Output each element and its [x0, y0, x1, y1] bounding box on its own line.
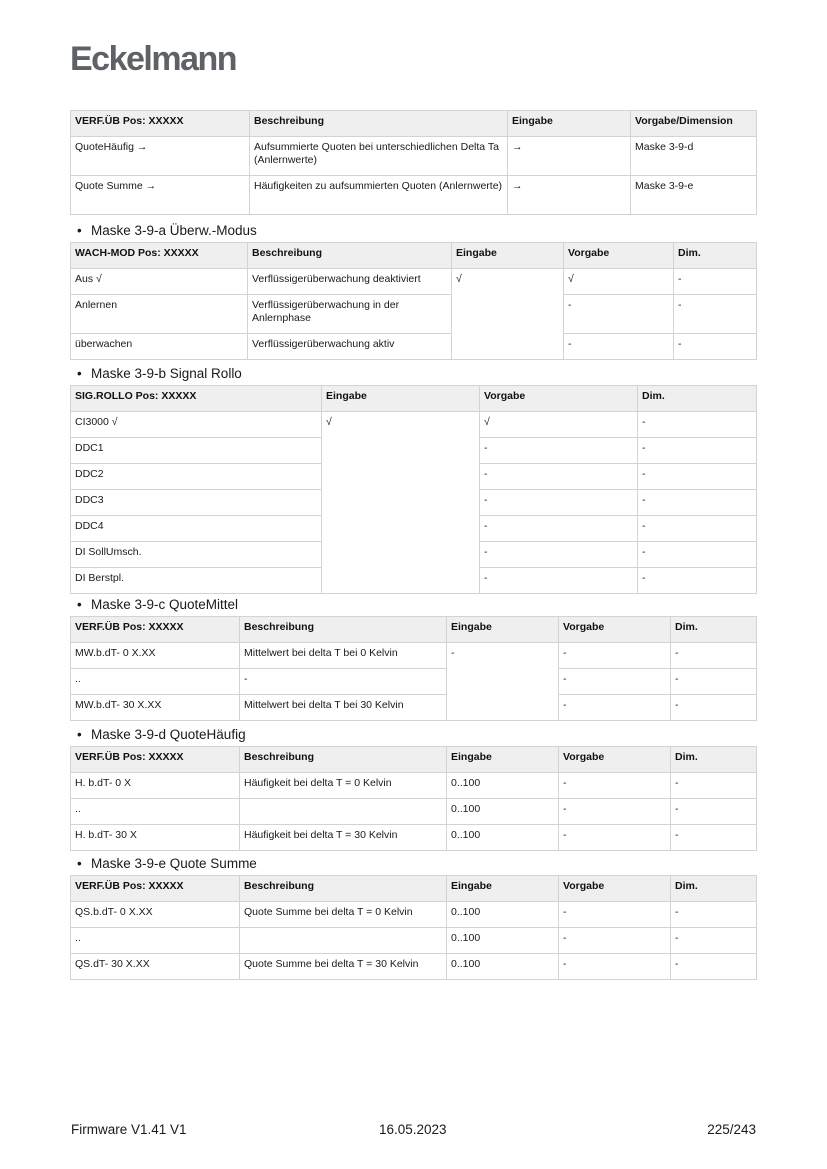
table-header-row [71, 747, 757, 773]
quote-summe-table [70, 875, 757, 980]
table-cell: - [480, 516, 638, 542]
quote-haeufig-table [70, 746, 757, 851]
column-header: Vorgabe [559, 617, 671, 643]
column-header: Beschreibung [240, 617, 447, 643]
table-row[interactable] [71, 334, 757, 360]
table-cell: - [638, 490, 757, 516]
table-cell: Aufsummierte Quoten bei unterschiedlichen Delta Ta (Anlernwerte) [250, 137, 508, 176]
column-header: Vorgabe [559, 747, 671, 773]
table-cell: - [559, 825, 671, 851]
table-header-row [71, 617, 757, 643]
column-header: Vorgabe [559, 876, 671, 902]
table-cell: Quote Summe → [71, 176, 250, 215]
table-cell: - [480, 568, 638, 594]
table-cell: CI3000 √ [71, 412, 322, 438]
table-cell: - [671, 773, 757, 799]
table-cell: Mittelwert bei delta T bei 30 Kelvin [240, 695, 447, 721]
table-cell: QS.dT- 30 X.XX [71, 954, 240, 980]
table-cell: - [638, 464, 757, 490]
table-cell: - [480, 438, 638, 464]
table-row[interactable] [71, 295, 757, 334]
table-cell: - [559, 643, 671, 669]
verf-ueb-table [70, 110, 757, 215]
table-cell: 0..100 [447, 799, 559, 825]
table-cell [240, 928, 447, 954]
table-row[interactable] [71, 176, 757, 215]
table-row[interactable] [71, 695, 757, 721]
table-header-row [71, 111, 757, 137]
table-row[interactable] [71, 269, 757, 295]
column-header: Eingabe [452, 243, 564, 269]
table-header-row [71, 243, 757, 269]
table-cell: - [671, 954, 757, 980]
table-header-row [71, 876, 757, 902]
table-cell: DI SollUmsch. [71, 542, 322, 568]
column-header: Eingabe [447, 617, 559, 643]
table-cell: 0..100 [447, 902, 559, 928]
table-cell: - [559, 799, 671, 825]
table-cell: - [240, 669, 447, 695]
bullet: • [77, 597, 82, 612]
table-cell: H. b.dT- 30 X [71, 825, 240, 851]
section-title-3-9-d [77, 727, 246, 742]
table-cell: 0..100 [447, 825, 559, 851]
table-cell: √ [564, 269, 674, 295]
table-cell: - [559, 695, 671, 721]
table-row[interactable] [71, 669, 757, 695]
table-cell: Maske 3-9-d [631, 137, 757, 176]
bullet: • [77, 223, 82, 238]
section-title-text: Maske 3-9-d QuoteHäufig [91, 727, 246, 742]
table-cell: Quote Summe bei delta T = 30 Kelvin [240, 954, 447, 980]
table-cell: - [671, 825, 757, 851]
table-cell: QS.b.dT- 0 X.XX [71, 902, 240, 928]
column-header: Dim. [671, 747, 757, 773]
column-header: WACH-MOD Pos: XXXXX [71, 243, 248, 269]
column-header: Beschreibung [250, 111, 508, 137]
column-header: Eingabe [508, 111, 631, 137]
table-cell: DDC4 [71, 516, 322, 542]
table-cell: Häufigkeit bei delta T = 0 Kelvin [240, 773, 447, 799]
table-cell: - [638, 438, 757, 464]
table-cell: Häufigkeit bei delta T = 30 Kelvin [240, 825, 447, 851]
column-header: VERF.ÜB Pos: XXXXX [71, 111, 250, 137]
table-cell: DI Berstpl. [71, 568, 322, 594]
table-header-row [71, 386, 757, 412]
table-cell: Aus √ [71, 269, 248, 295]
table-cell: - [638, 568, 757, 594]
table-cell: - [671, 695, 757, 721]
column-header: Dim. [671, 617, 757, 643]
column-header: Eingabe [447, 747, 559, 773]
table-cell: - [564, 334, 674, 360]
quote-mittel-table [70, 616, 757, 721]
table-cell: MW.b.dT- 0 X.XX [71, 643, 240, 669]
table-cell: Verflüssigerüberwachung in der Anlernphase [248, 295, 452, 334]
column-header: SIG.ROLLO Pos: XXXXX [71, 386, 322, 412]
table-cell: - [480, 490, 638, 516]
bullet: • [77, 366, 82, 381]
section-title-3-9-c [77, 597, 238, 612]
table-cell: .. [71, 799, 240, 825]
table-cell: - [559, 954, 671, 980]
column-header: VERF.ÜB Pos: XXXXX [71, 617, 240, 643]
table-cell: .. [71, 928, 240, 954]
table-cell: √ [452, 269, 564, 360]
bullet: • [77, 856, 82, 871]
table-cell: - [671, 643, 757, 669]
table-cell: Verflüssigerüberwachung deaktiviert [248, 269, 452, 295]
table-row[interactable] [71, 825, 757, 851]
table-cell: - [674, 295, 757, 334]
section-title-3-9-e [77, 856, 257, 871]
table-cell: - [671, 902, 757, 928]
table-cell: Mittelwert bei delta T bei 0 Kelvin [240, 643, 447, 669]
table-cell: Anlernen [71, 295, 248, 334]
table-cell: - [671, 669, 757, 695]
sig-rollo-table [70, 385, 757, 594]
table-cell: DDC2 [71, 464, 322, 490]
section-title-text: Maske 3-9-e Quote Summe [91, 856, 257, 871]
table-cell: überwachen [71, 334, 248, 360]
table-row[interactable] [71, 799, 757, 825]
column-header: Beschreibung [248, 243, 452, 269]
column-header: Vorgabe [480, 386, 638, 412]
table-cell: → [508, 176, 631, 215]
table-cell: Verflüssigerüberwachung aktiv [248, 334, 452, 360]
section-title-text: Maske 3-9-c QuoteMittel [91, 597, 239, 612]
table-row[interactable] [71, 928, 757, 954]
column-header: Dim. [638, 386, 757, 412]
table-cell: - [638, 412, 757, 438]
table-cell: MW.b.dT- 30 X.XX [71, 695, 240, 721]
table-cell: - [674, 269, 757, 295]
table-cell: - [559, 928, 671, 954]
column-header: Eingabe [322, 386, 480, 412]
column-header: Eingabe [447, 876, 559, 902]
table-row[interactable] [71, 902, 757, 928]
table-cell: 0..100 [447, 954, 559, 980]
table-cell: - [638, 516, 757, 542]
column-header: Dim. [674, 243, 757, 269]
column-header: Vorgabe/Dimension [631, 111, 757, 137]
section-title-text: Maske 3-9-b Signal Rollo [91, 366, 242, 381]
table-cell: - [559, 669, 671, 695]
table-cell: - [559, 773, 671, 799]
column-header: Beschreibung [240, 876, 447, 902]
table-row[interactable] [71, 954, 757, 980]
column-header: Dim. [671, 876, 757, 902]
table-cell: - [559, 902, 671, 928]
table-cell: H. b.dT- 0 X [71, 773, 240, 799]
table-cell: 0..100 [447, 773, 559, 799]
table-cell: Maske 3-9-e [631, 176, 757, 215]
table-cell: DDC1 [71, 438, 322, 464]
wach-mod-table [70, 242, 757, 360]
section-title-3-9-a [77, 223, 257, 238]
table-cell: - [447, 643, 559, 721]
section-title-text: Maske 3-9-a Überw.-Modus [91, 223, 257, 238]
table-cell: Häufigkeiten zu aufsummierten Quoten (Anlernwerte) [250, 176, 508, 215]
table-cell: - [671, 799, 757, 825]
table-row[interactable] [71, 412, 757, 438]
table-cell: 0..100 [447, 928, 559, 954]
table-cell: → [508, 137, 631, 176]
column-header: Beschreibung [240, 747, 447, 773]
table-cell: - [480, 542, 638, 568]
column-header: VERF.ÜB Pos: XXXXX [71, 747, 240, 773]
table-cell [240, 799, 447, 825]
column-header: Vorgabe [564, 243, 674, 269]
table-row[interactable] [71, 773, 757, 799]
table-cell: - [671, 928, 757, 954]
table-cell: - [564, 295, 674, 334]
table-cell: - [674, 334, 757, 360]
table-row[interactable] [71, 643, 757, 669]
table-cell: .. [71, 669, 240, 695]
footer-date: 16.05.2023 [379, 1122, 447, 1137]
company-logo: Eckelmann [70, 40, 237, 78]
table-cell: - [480, 464, 638, 490]
table-cell: DDC3 [71, 490, 322, 516]
table-row[interactable] [71, 137, 757, 176]
column-header: VERF.ÜB Pos: XXXXX [71, 876, 240, 902]
table-cell: Quote Summe bei delta T = 0 Kelvin [240, 902, 447, 928]
table-cell: - [638, 542, 757, 568]
table-cell: √ [322, 412, 480, 594]
section-title-3-9-b [77, 366, 242, 381]
footer-page-number: 225/243 [707, 1122, 756, 1137]
table-cell: QuoteHäufig → [71, 137, 250, 176]
footer-firmware-version: Firmware V1.41 V1 [71, 1122, 187, 1137]
bullet: • [77, 727, 82, 742]
table-cell: √ [480, 412, 638, 438]
